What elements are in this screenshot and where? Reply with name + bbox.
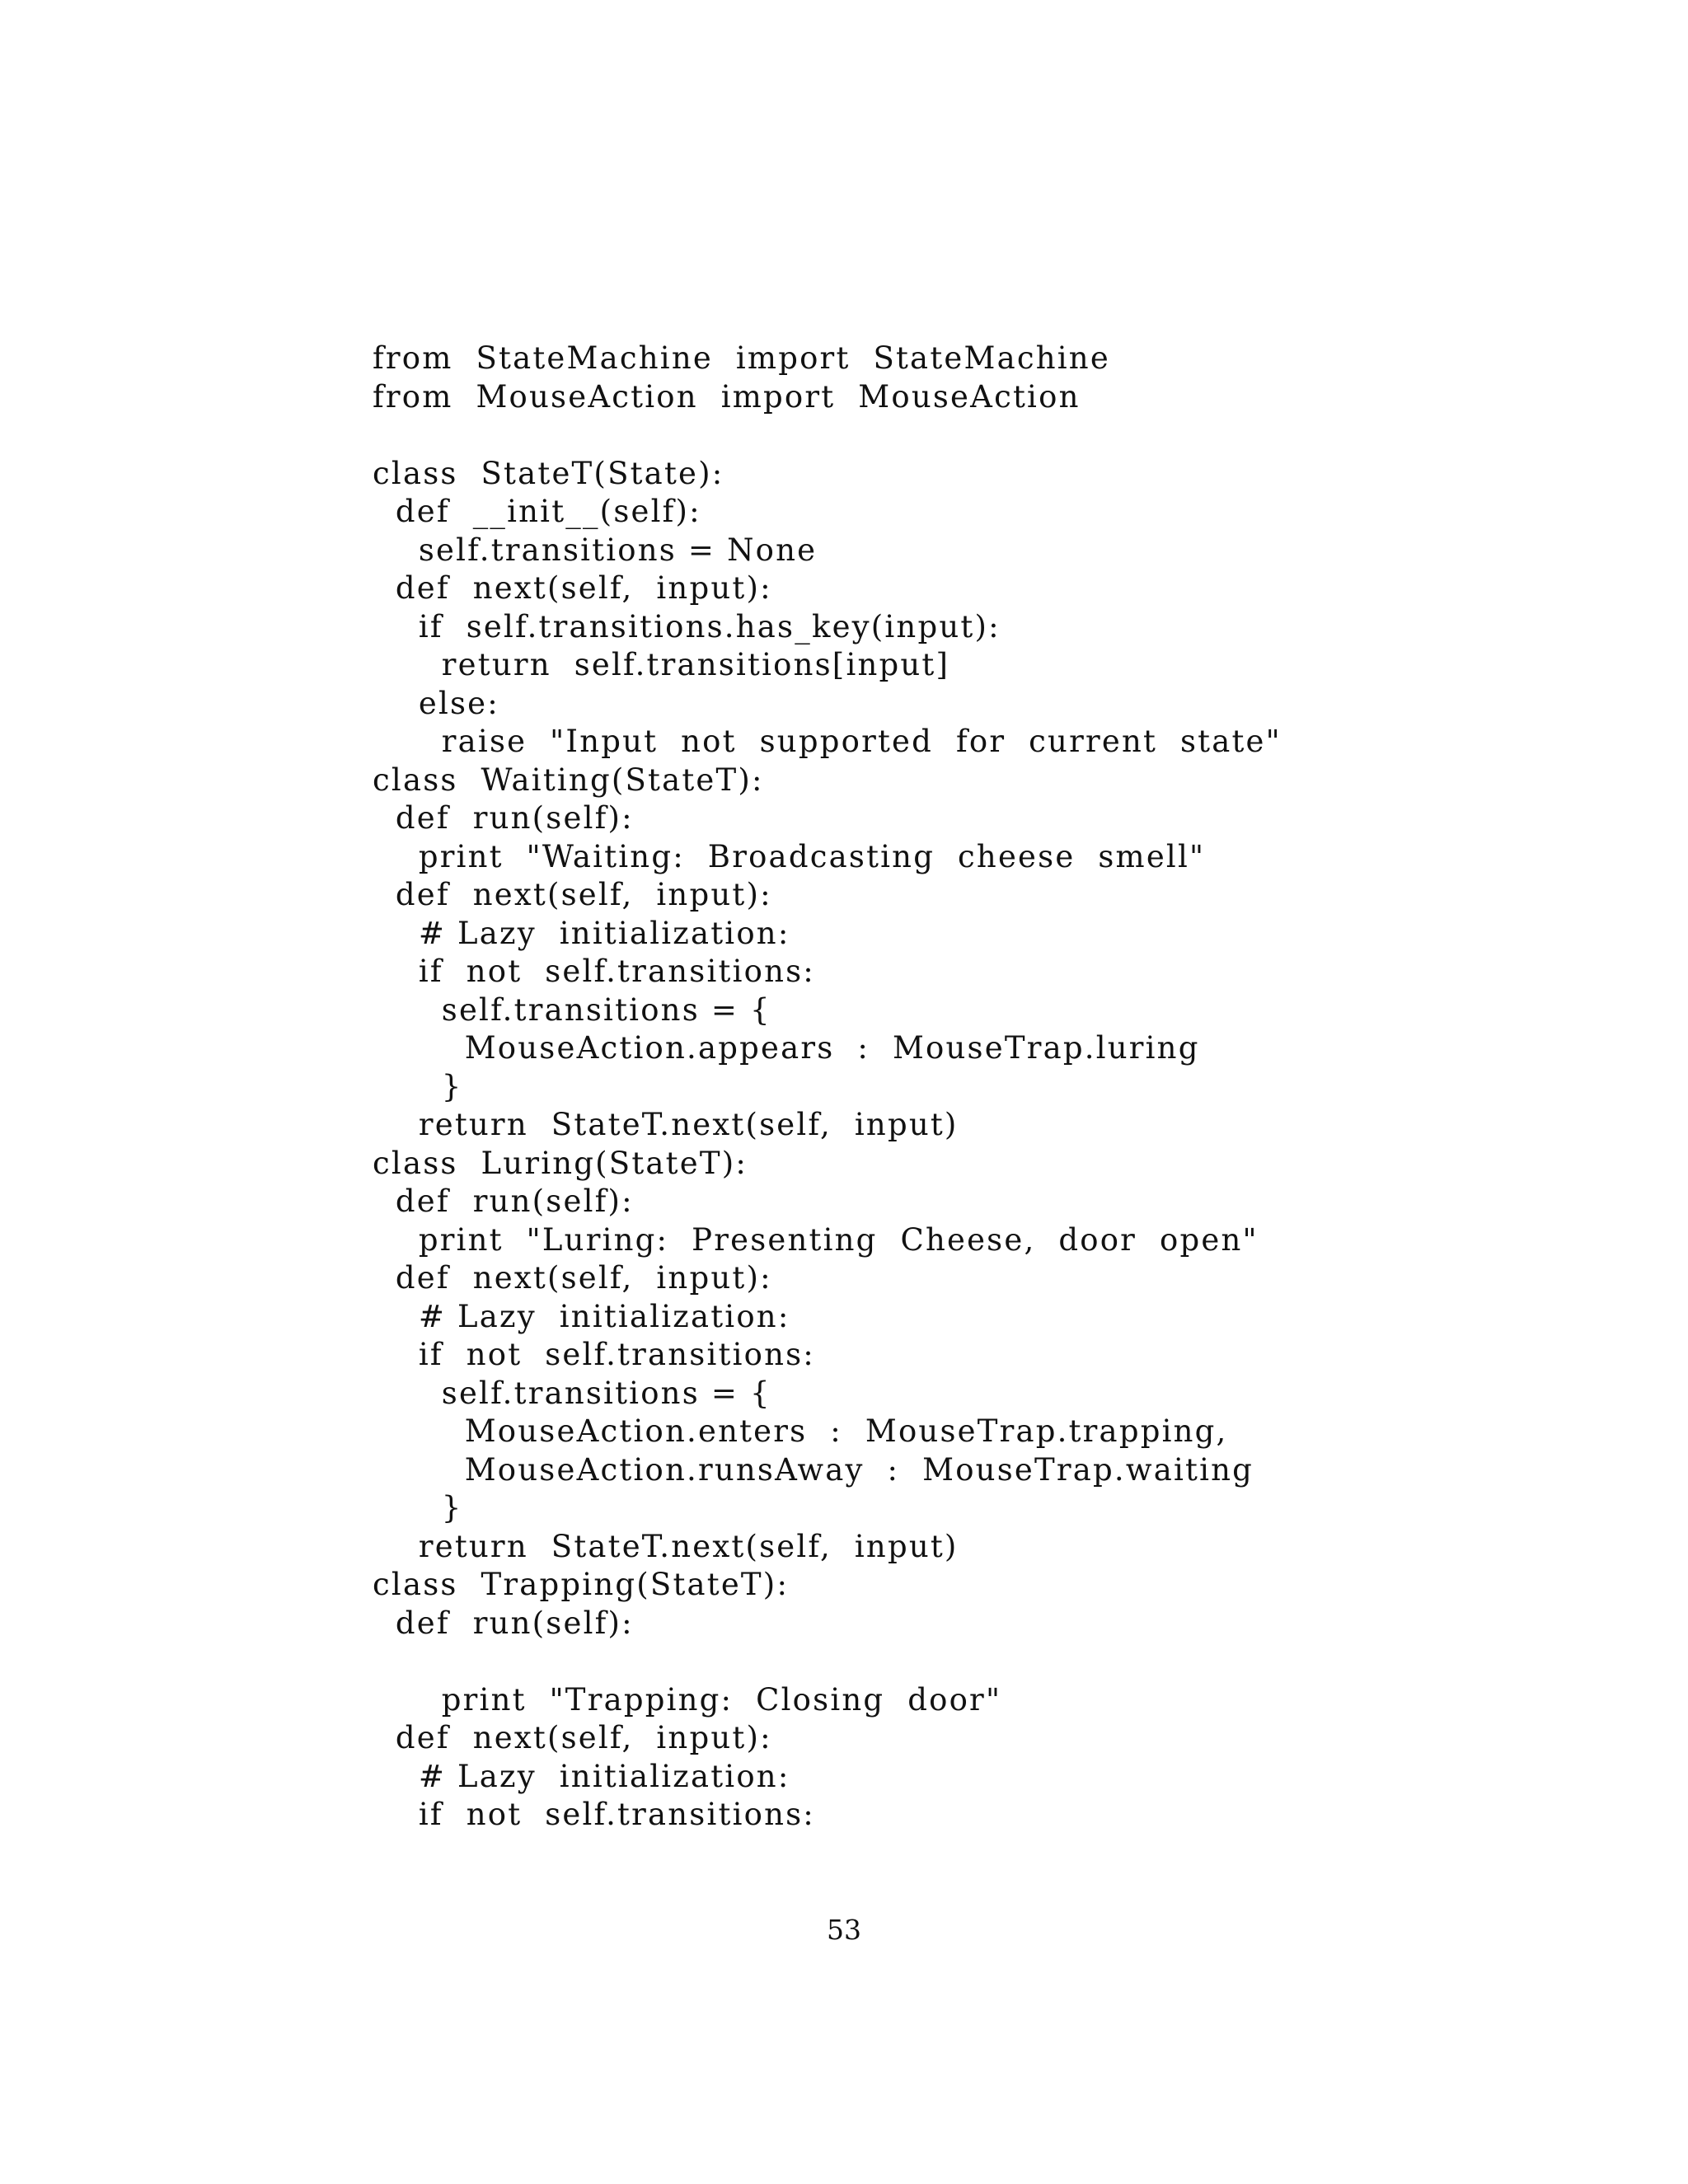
code-line bbox=[373, 416, 1568, 455]
code-line: self.transitions = None bbox=[373, 532, 818, 568]
code-line: class Waiting(StateT): bbox=[373, 762, 764, 798]
code-line: def next(self, input): bbox=[373, 1260, 772, 1296]
page-number: 53 bbox=[827, 1914, 861, 1946]
code-line: # Lazy initialization: bbox=[373, 915, 790, 951]
code-line: def run(self): bbox=[373, 1183, 634, 1219]
code-line bbox=[373, 1643, 1568, 1681]
code-line: def __init__(self): bbox=[373, 494, 701, 529]
code-line: if not self.transitions: bbox=[373, 954, 815, 989]
code-line: MouseAction.enters : MouseTrap.trapping, bbox=[373, 1413, 1228, 1449]
code-line: print "Trapping: Closing door" bbox=[373, 1681, 1002, 1718]
code-line: if not self.transitions: bbox=[373, 1797, 815, 1832]
code-line: class Trapping(StateT): bbox=[373, 1567, 790, 1602]
code-line: print "Waiting: Broadcasting cheese smell" bbox=[373, 838, 1206, 874]
code-line: from MouseAction import MouseAction bbox=[373, 378, 1081, 415]
code-line: return StateT.next(self, input) bbox=[373, 1528, 959, 1564]
code-line: return StateT.next(self, input) bbox=[373, 1107, 959, 1142]
code-line: def next(self, input): bbox=[373, 570, 772, 606]
code-line: def next(self, input): bbox=[373, 1720, 772, 1755]
code-line: class StateT(State): bbox=[373, 455, 724, 491]
code-line: if not self.transitions: bbox=[373, 1337, 815, 1372]
code-line: print "Luring: Presenting Cheese, door open" bbox=[373, 1221, 1259, 1258]
code-line: return self.transitions[input] bbox=[373, 647, 950, 682]
code-listing bbox=[373, 340, 1568, 1835]
code-line: } bbox=[373, 1068, 463, 1104]
code-line: self.transitions = { bbox=[373, 1375, 771, 1411]
code-line: else: bbox=[373, 685, 499, 721]
code-line: def run(self): bbox=[373, 1605, 634, 1641]
code-line: # Lazy initialization: bbox=[373, 1758, 790, 1794]
code-line: # Lazy initialization: bbox=[373, 1298, 790, 1334]
code-line: } bbox=[373, 1490, 463, 1526]
code-line: def next(self, input): bbox=[373, 877, 772, 912]
code-line: if self.transitions.has_key(input): bbox=[373, 608, 1001, 644]
code-line: MouseAction.appears : MouseTrap.luring bbox=[373, 1030, 1200, 1066]
code-line: def run(self): bbox=[373, 800, 634, 836]
code-line: class Luring(StateT): bbox=[373, 1145, 748, 1181]
code-line: from StateMachine import StateMachine bbox=[373, 340, 1110, 376]
code-line: raise "Input not supported for current state" bbox=[373, 724, 1282, 759]
code-line: MouseAction.runsAway : MouseTrap.waiting bbox=[373, 1451, 1254, 1488]
code-line: self.transitions = { bbox=[373, 991, 771, 1028]
